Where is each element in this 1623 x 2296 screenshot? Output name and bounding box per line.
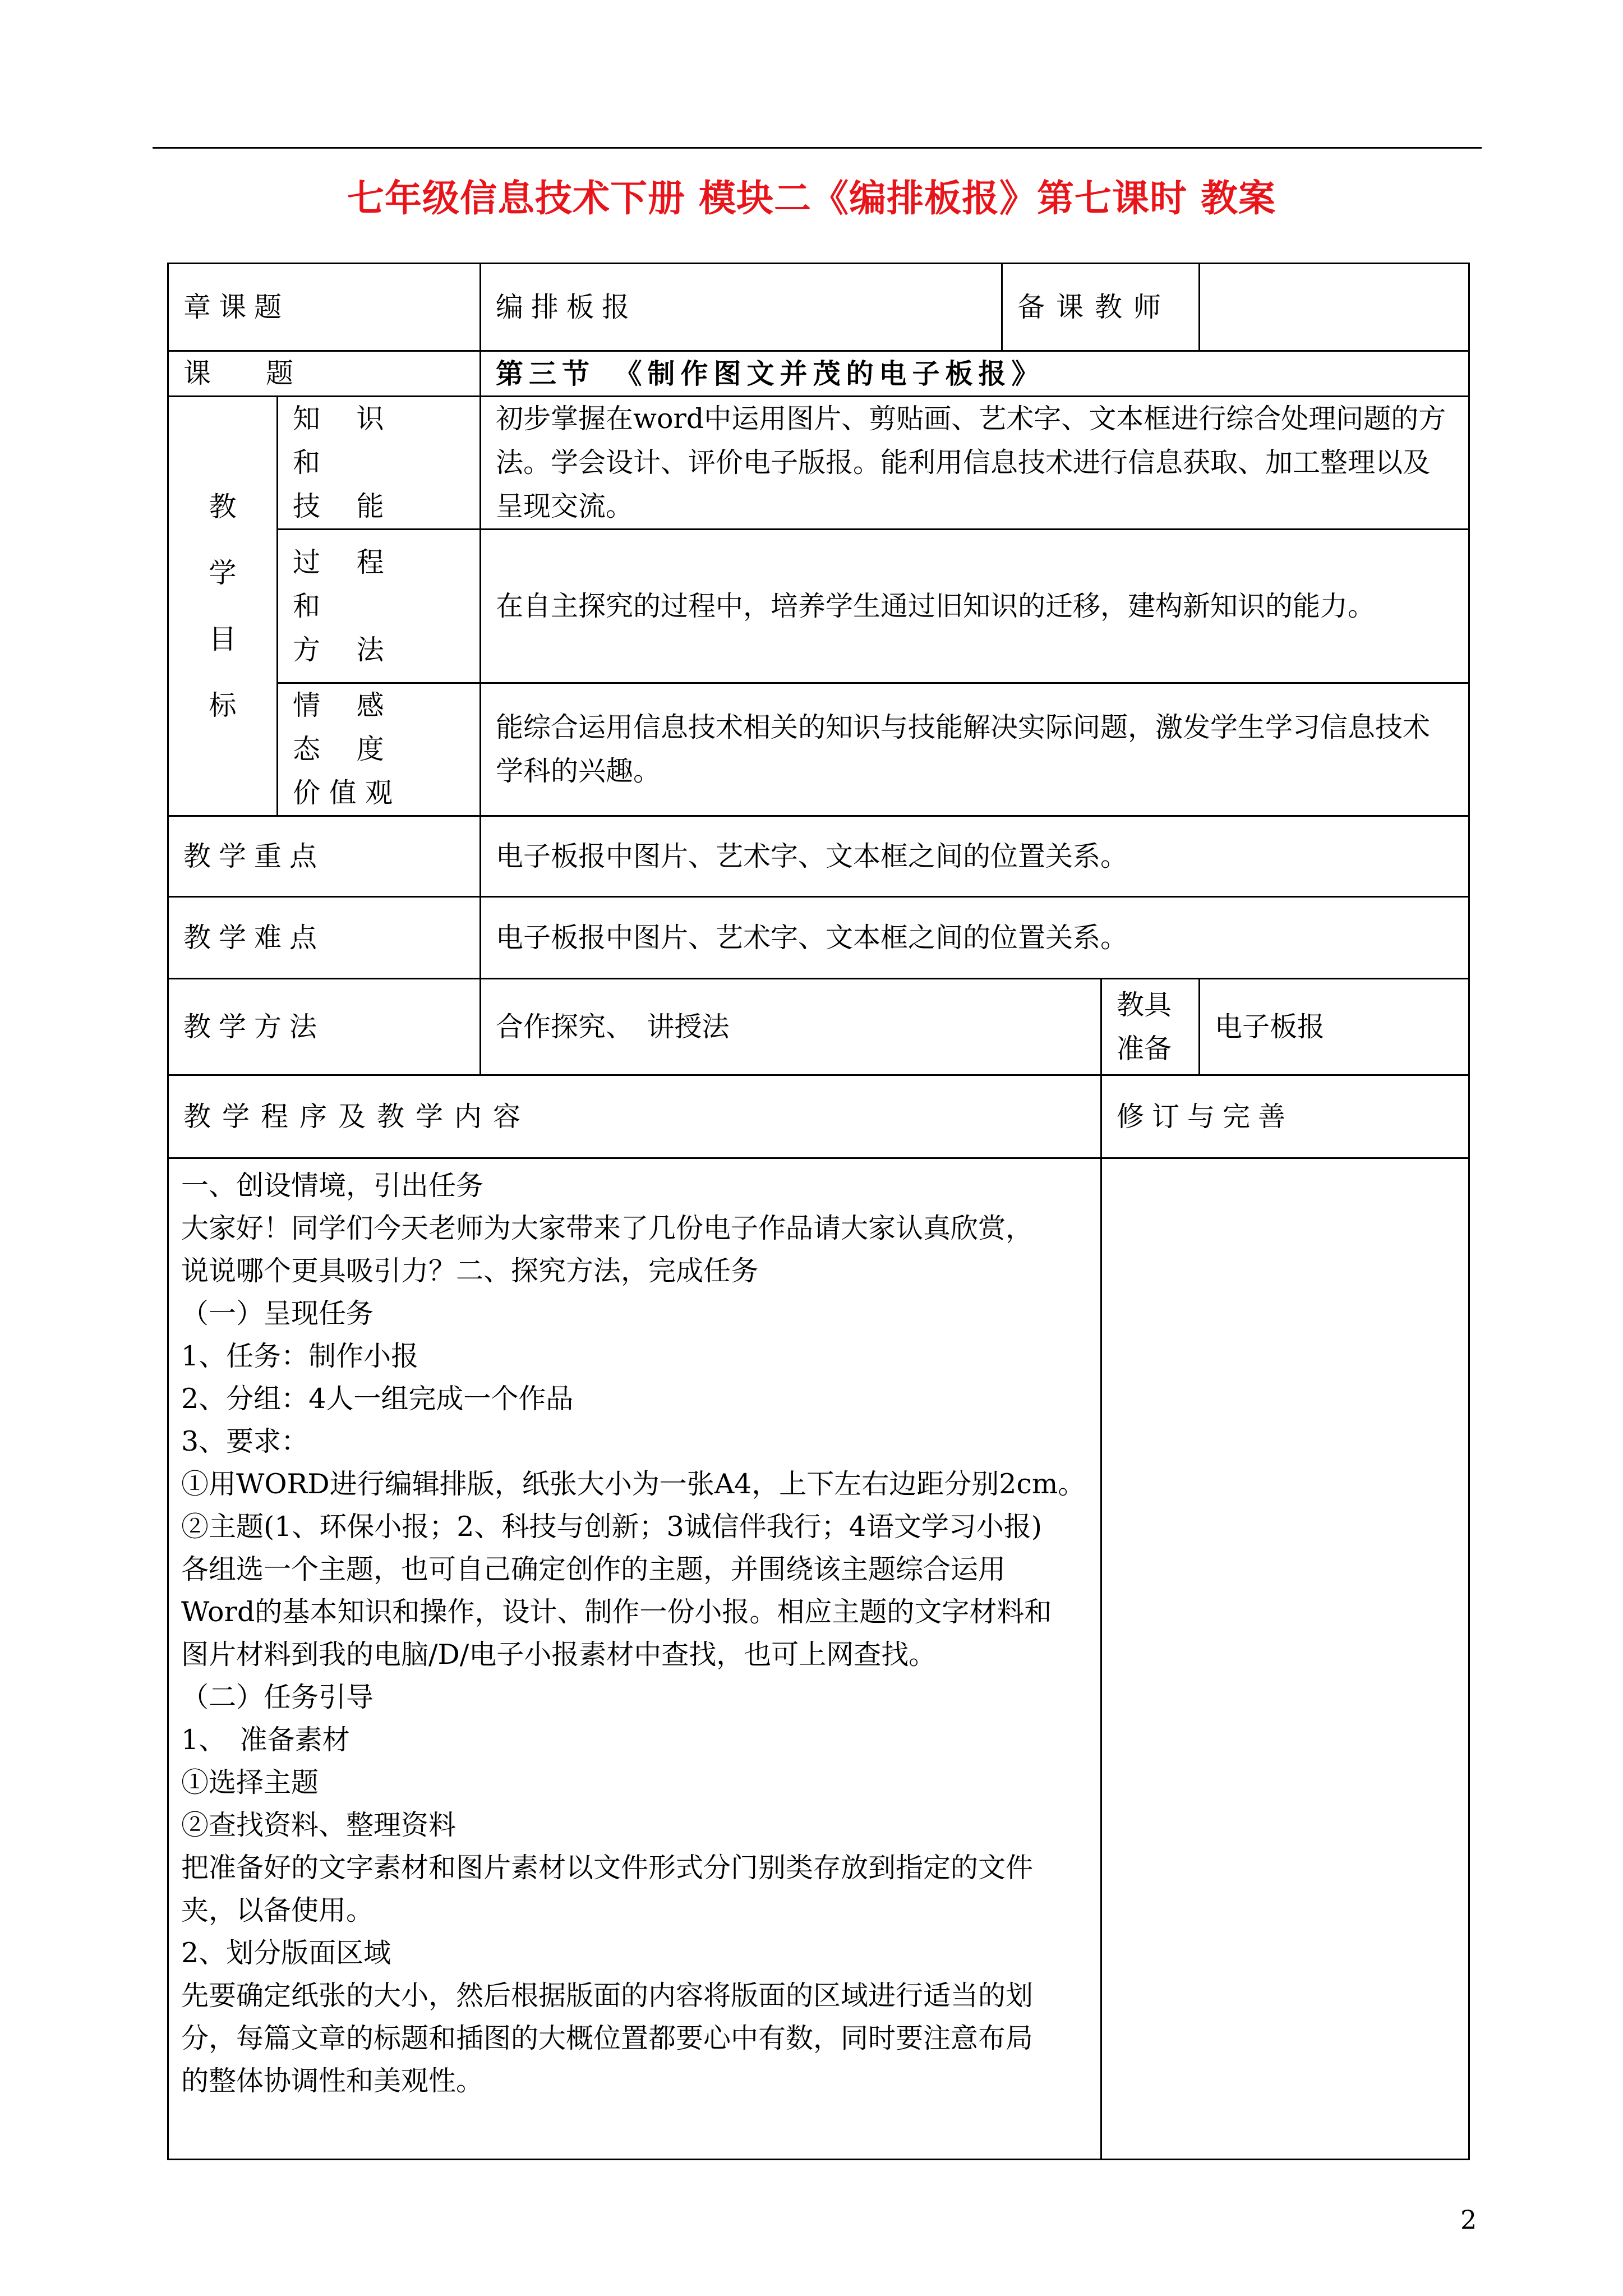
difficulty-value: 电子板报中图片、艺术字、文本框之间的位置关系。 [481, 897, 1469, 979]
procedure-line: 一、创设情境，引出任务 [181, 1170, 484, 1202]
tools-label: 教具准备 [1101, 979, 1200, 1075]
procedure-line: （二）任务引导 [181, 1681, 374, 1713]
procedure-line: （一）呈现任务 [181, 1297, 374, 1329]
procedure-line: ①选择主题 [181, 1766, 319, 1798]
teacher-label: 备课教师 [1002, 264, 1200, 351]
procedure-line: 2、分组：4人一组完成一个作品 [181, 1383, 574, 1415]
method-value: 合作探究、 讲授法 [481, 979, 1101, 1075]
row-goal-emotion [168, 683, 1469, 816]
procedure-line: Word的基本知识和操作，设计、制作一份小报。相应主题的文字材料和 [181, 1596, 1052, 1628]
sublabel-line: 技 能 [293, 490, 384, 522]
goals-label-char: 标 [209, 689, 237, 721]
row-chapter [168, 264, 1469, 351]
sublabel-line: 和 [293, 447, 321, 478]
goal-sublabel-process [278, 530, 481, 683]
row-goal-process [168, 530, 1469, 683]
sublabel-line: 态 度 [293, 733, 384, 765]
procedure-line: ②主题(1、环保小报；2、科技与创新；3诚信伴我行；4语文学习小报) [181, 1511, 1042, 1543]
row-goal-knowledge [168, 397, 1469, 530]
procedure-line: 各组选一个主题，也可自己确定创作的主题，并围绕该主题综合运用 [181, 1553, 1006, 1585]
revision-notes [1101, 1158, 1469, 2160]
procedure-line: 图片材料到我的电脑/D/电子小报素材中查找，也可上网查找。 [181, 1639, 937, 1671]
row-method [168, 979, 1469, 1075]
goal-content-knowledge: 初步掌握在word中运用图片、剪贴画、艺术字、文本框进行综合处理问题的方法。学会设计、评价电子版报。能利用信息技术进行信息获取、加工整理以及呈现交流。 [481, 397, 1469, 530]
document-title: 七年级信息技术下册 模块二《编排板报》第七课时 教案 [347, 177, 1276, 220]
key-point-value: 电子板报中图片、艺术字、文本框之间的位置关系。 [481, 816, 1469, 897]
sublabel-line: 和 [293, 590, 321, 622]
goal-content-emotion: 能综合运用信息技术相关的知识与技能解决实际问题，激发学生学习信息技术学科的兴趣。 [481, 683, 1469, 816]
procedure-line: 大家好！同学们今天老师为大家带来了几份电子作品请大家认真欣赏， [181, 1212, 1034, 1244]
procedure-content [168, 1158, 1101, 2160]
procedure-line: ②查找资料、整理资料 [181, 1809, 457, 1841]
procedure-line: 说说哪个更具吸引力？二、探究方法，完成任务 [181, 1255, 759, 1287]
procedure-header-right: 修订与完善 [1101, 1075, 1469, 1158]
goal-content-process: 在自主探究的过程中，培养学生通过旧知识的迁移，建构新知识的能力。 [481, 530, 1469, 683]
procedure-line: 把准备好的文字素材和图片素材以文件形式分门别类存放到指定的文件 [181, 1852, 1034, 1884]
row-procedure-body [168, 1158, 1469, 2160]
procedure-line: 3、要求： [181, 1425, 309, 1457]
chapter-value: 编排板报 [481, 264, 1002, 351]
tools-value: 电子板报 [1200, 979, 1469, 1075]
goals-label-char: 教 [209, 490, 237, 523]
procedure-line: ①用WORD进行编辑排版，纸张大小为一张A4，上下左右边距分别2cm。 [181, 1468, 1086, 1500]
row-topic [168, 351, 1469, 397]
procedure-line: 分，每篇文章的标题和插图的大概位置都要心中有数，同时要注意布局 [181, 2022, 1034, 2054]
row-difficulty [168, 897, 1469, 979]
procedure-line: 1、 准备素材 [181, 1724, 350, 1756]
procedure-line: 1、任务：制作小报 [181, 1340, 419, 1372]
chapter-label: 章课题 [168, 264, 481, 351]
row-key-point [168, 816, 1469, 897]
goal-sublabel-emotion [278, 683, 481, 816]
difficulty-label: 教学难点 [168, 897, 481, 979]
sublabel-line: 过 程 [293, 546, 384, 578]
page-number: 2 [1460, 2205, 1477, 2235]
lesson-plan-table [167, 263, 1470, 2160]
procedure-line: 夹，以备使用。 [181, 1894, 374, 1926]
procedure-line: 2、划分版面区域 [181, 1937, 391, 1969]
procedure-line: 先要确定纸张的大小，然后根据版面的内容将版面的区域进行适当的划 [181, 1980, 1034, 2012]
sublabel-line: 情 感 [293, 689, 384, 721]
goals-label [168, 397, 278, 816]
key-point-label: 教学重点 [168, 816, 481, 897]
sublabel-line: 价 值 观 [293, 777, 393, 809]
topic-value: 第三节 《制作图文并茂的电子板报》 [481, 351, 1469, 397]
goal-sublabel-knowledge [278, 397, 481, 530]
row-procedure-header [168, 1075, 1469, 1158]
method-label: 教学方法 [168, 979, 481, 1075]
procedure-header-left: 教学程序及教学内容 [168, 1075, 1101, 1158]
header-rule [153, 147, 1482, 149]
sublabel-line: 方 法 [293, 633, 384, 666]
procedure-line: 的整体协调性和美观性。 [181, 2065, 484, 2097]
teacher-value [1200, 264, 1469, 351]
sublabel-line: 知 识 [293, 403, 384, 435]
goals-label-char: 学 [209, 556, 237, 589]
goals-label-char: 目 [209, 623, 237, 655]
topic-label: 课 题 [168, 351, 481, 397]
